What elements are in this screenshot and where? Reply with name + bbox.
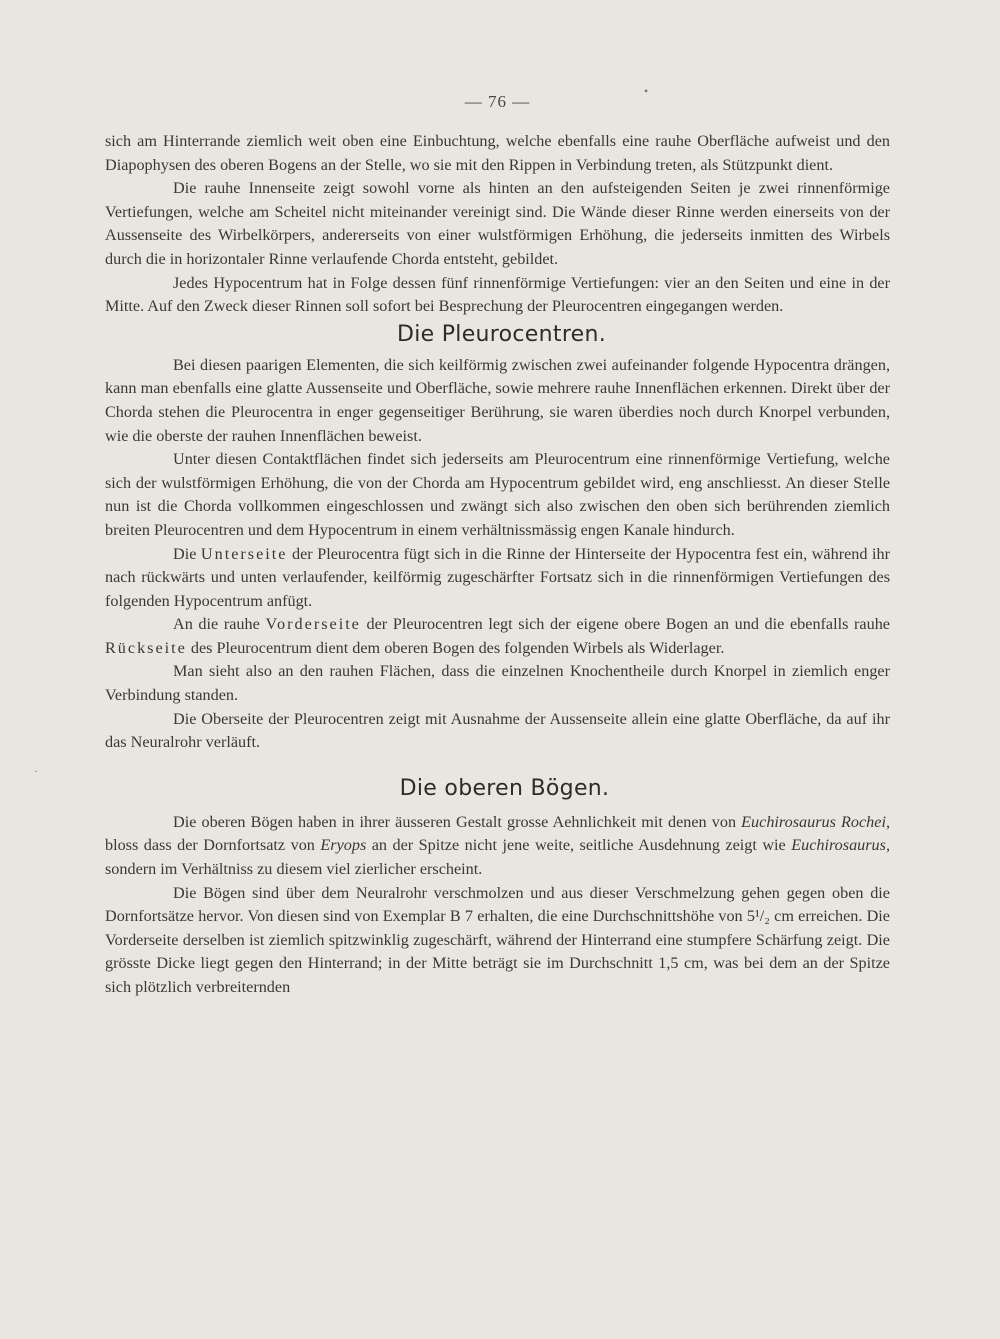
spaced-term: Unterseite xyxy=(200,544,288,563)
paragraph xyxy=(105,882,890,1000)
paragraph: Unter diesen Contaktflächen findet sich jederseits am Pleurocentrum eine rinnenförmige Vertiefung, welche sich der wulstförmigen Erhöhung, die von der Chorda am Hypocentrum gebildet wird, eng anschliesst. An dieser Stelle nun ist die Chorda vollkommen eingeschlossen und zwängt sich also zwischen den oben sich berührenden ziemlich breiten Pleurocentren und dem Hypocentrum in einem verhältnissmässig engen Kanale hindurch. xyxy=(105,450,890,539)
print-speck: • xyxy=(644,84,649,98)
text-run: Die oberen Bögen haben in ihrer äusseren Gestalt grosse Aehnlichkeit mit denen von xyxy=(173,812,742,831)
fraction: ¹/₂ xyxy=(754,907,770,926)
section-heading-obere-boegen: Die oberen Bögen. xyxy=(399,775,610,801)
text-run: der Pleurocentra fügt sich in die Rinne der Hinterseite der Hypocentra fest ein, während ihr nach rückwärts und unten verlaufender, keilförmig zugeschärfter Fortsatz sich in die rinnenförmigen Vertiefungen des folgenden Hypocentrum anfügt. xyxy=(105,544,890,610)
page-number: — 76 — xyxy=(464,92,531,111)
spaced-term: Rückseite xyxy=(105,638,187,657)
text-run: Die xyxy=(173,544,201,563)
paragraph: Jedes Hypocentrum hat in Folge dessen fünf rinnenförmige Vertiefungen: vier an den Seiten und eine in der Mitte. Auf den Zweck dieser Rinnen soll sofort bei Besprechung der Pleurocentren eingegangen werden. xyxy=(105,273,890,316)
text-run: bloss dass der Dornfortsatz von xyxy=(105,836,321,855)
page-content xyxy=(105,92,890,1000)
taxon-name: Euchirosaurus Rochei, xyxy=(741,812,890,831)
text-run: sondern im Verhältniss zu diesem viel zierlicher erscheint. xyxy=(105,860,483,879)
taxon-name: Eryops xyxy=(320,836,367,855)
section-heading-pleurocentren: Die Pleurocentren. xyxy=(396,321,607,347)
paragraph xyxy=(105,543,890,614)
text-run: Die Bögen sind über dem Neuralrohr verschmolzen und aus dieser Verschmelzung gehen gegen oben die Dornfortsätze hervor. Von diesen sind von Exemplar B 7 erhalten, die eine Durchschnittshöhe von 5 xyxy=(105,883,890,926)
paragraph xyxy=(105,613,890,660)
text-run: der Pleurocentren legt sich der eigene obere Bogen an und die ebenfalls rauhe xyxy=(360,615,890,634)
print-speck: · xyxy=(34,764,38,778)
paragraph: Man sieht also an den rauhen Flächen, dass die einzelnen Knochentheile durch Knorpel in ziemlich enger Verbindung standen. xyxy=(105,662,890,705)
text-run: An die rauhe xyxy=(173,615,266,634)
spaced-term: Vorderseite xyxy=(265,615,361,634)
paragraph: Die rauhe Innenseite zeigt sowohl vorne als hinten an den aufsteigenden Seiten je zwei rinnenförmige Vertiefungen, welche am Scheitel nicht miteinander vereinigt sind. Die Wände dieser Rinne werden einerseits von der Aussenseite des Wirbelkörpers, andererseits von einer wulstförmigen Erhöhung, die jederseits inmitten des Wirbels durch die in horizontaler Rinne verlaufende Chorda entsteht, gebildet. xyxy=(105,179,890,268)
paragraph: Bei diesen paarigen Elementen, die sich keilförmig zwischen zwei aufeinander folgende Hypocentra drängen, kann man ebenfalls eine glatte Aussenseite und Oberfläche, sowie mehrere rauhe Innenflächen erkennen. Direkt über der Chorda stehen die Pleurocentra in enger gegenseitiger Berührung, sie waren überdies noch durch Knorpel verbunden, wie die oberste der rauhen Innenflächen beweist. xyxy=(105,355,890,445)
paragraph: sich am Hinterrande ziemlich weit oben eine Einbuchtung, welche ebenfalls eine rauhe Oberfläche aufweist und den Diapophysen des oberen Bogens an der Stelle, wo sie mit den Rippen in Verbindung treten, als Stützpunkt dient. xyxy=(105,132,890,174)
paragraph: Die Oberseite der Pleurocentren zeigt mit Ausnahme der Aussenseite allein eine glatte Oberfläche, da auf ihr das Neuralrohr verläuft. xyxy=(105,709,890,752)
text-run: an der Spitze nicht jene weite, seitliche Ausdehnung zeigt wie xyxy=(366,836,792,855)
paragraph xyxy=(105,811,890,882)
taxon-name: Euchirosaurus, xyxy=(791,836,890,855)
text-run: cm erreichen. Die Vorderseite derselben ist ziemlich spitzwinklig zugeschärft, während der Hinterrand eine stumpfere Schärfung zeigt. Die grösste Dicke liegt gegen den Hinterrand; in der Mitte beträgt sie im Durchschnitt 1,5 cm, was bei dem an der Spitze sich plötzlich verbreiternden xyxy=(105,907,890,996)
text-run: des Pleurocentrum dient dem oberen Bogen des folgenden Wirbels als Widerlager. xyxy=(186,638,725,657)
